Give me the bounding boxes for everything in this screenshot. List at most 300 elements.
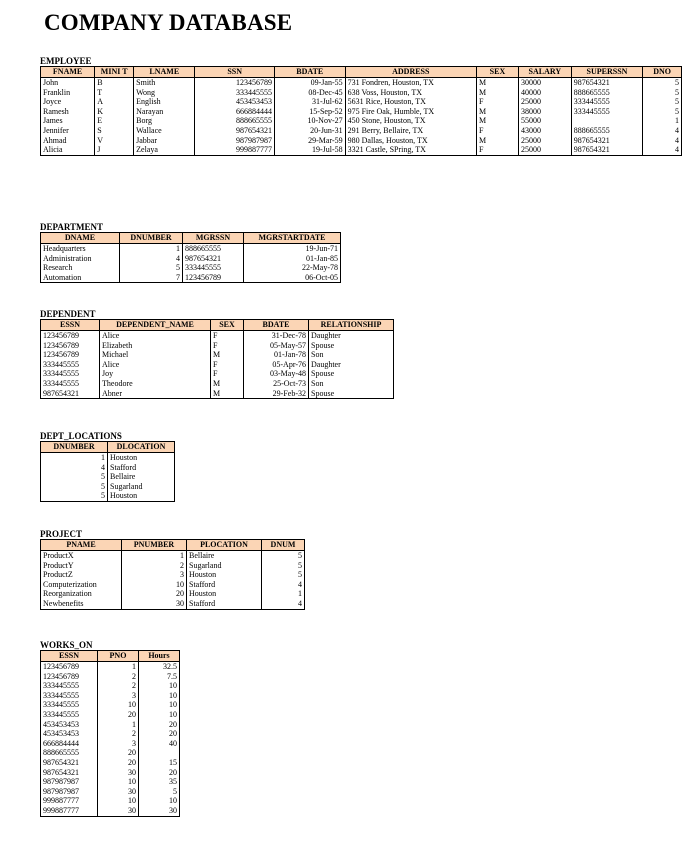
table-cell: 31-Jul-62 [274, 97, 345, 107]
table-cell: Borg [134, 116, 195, 126]
table-cell: 20 [139, 729, 180, 739]
column-header: SSN [195, 67, 275, 78]
table-cell: 333445555 [41, 691, 98, 701]
column-header: MGRSSN [183, 233, 244, 244]
table-row [41, 681, 180, 691]
table-cell: 1 [98, 662, 139, 672]
table-cell: Automation [41, 273, 120, 283]
table-cell: 975 Fire Oak, Humble, TX [345, 107, 476, 117]
table-row [41, 748, 180, 758]
table-row [41, 254, 341, 264]
table-cell: 987654321 [41, 768, 98, 778]
table-cell: 123456789 [41, 350, 100, 360]
table-cell: 31-Dec-78 [244, 331, 309, 341]
table-cell: 4 [643, 126, 682, 136]
table-cell: 22-May-78 [244, 263, 341, 273]
table-cell: 5 [643, 97, 682, 107]
table-row [41, 463, 175, 473]
table-cell: 1 [262, 589, 305, 599]
table-cell: 987654321 [571, 145, 642, 155]
table-cell: 5 [41, 491, 108, 501]
column-header: DEPENDENT_NAME [100, 320, 211, 331]
table-cell: Houston [187, 589, 262, 599]
table-cell: James [41, 116, 95, 126]
table-cell: 20 [98, 710, 139, 720]
column-header: DNUMBER [41, 442, 108, 453]
department-table [40, 232, 341, 283]
table-cell: 5 [41, 482, 108, 492]
table-row [41, 491, 175, 501]
table-cell: 987987987 [195, 136, 275, 146]
table-cell: 43000 [518, 126, 571, 136]
table-cell: 450 Stone, Houston, TX [345, 116, 476, 126]
table-cell: 333445555 [41, 369, 100, 379]
table-row [41, 589, 305, 599]
table-cell: Elizabeth [100, 341, 211, 351]
dept-locations-caption: DEPT_LOCATIONS [40, 431, 122, 441]
column-header: ADDRESS [345, 67, 476, 78]
column-header: PLOCATION [187, 540, 262, 551]
table-cell: S [95, 126, 134, 136]
table-cell: Spouse [309, 341, 394, 351]
column-header: SALARY [518, 67, 571, 78]
table-cell: Daughter [309, 360, 394, 370]
table-cell: 999887777 [41, 796, 98, 806]
table-cell: M [211, 389, 244, 399]
table-cell: 4 [41, 463, 108, 473]
table-cell: 453453453 [41, 720, 98, 730]
table-cell: English [134, 97, 195, 107]
table-cell: 20 [98, 758, 139, 768]
table-cell: 5 [643, 88, 682, 98]
table-cell: 10 [139, 796, 180, 806]
table-cell: 20 [122, 589, 187, 599]
table-cell: 453453453 [195, 97, 275, 107]
table-cell: M [476, 107, 518, 117]
table-cell: Houston [108, 453, 175, 463]
table-cell: T [95, 88, 134, 98]
table-cell: Michael [100, 350, 211, 360]
employee-section [40, 56, 682, 156]
table-cell: 333445555 [41, 360, 100, 370]
table-cell: 30000 [518, 78, 571, 88]
table-cell: 10-Nov-27 [274, 116, 345, 126]
column-header: DNAME [41, 233, 120, 244]
table-cell: 123456789 [41, 331, 100, 341]
dept-locations-section [40, 431, 175, 502]
table-cell: 08-Dec-45 [274, 88, 345, 98]
table-row [41, 777, 180, 787]
table-cell: B [95, 78, 134, 88]
table-row [41, 710, 180, 720]
table-cell: ProductZ [41, 570, 122, 580]
table-row [41, 561, 305, 571]
table-cell: 2 [122, 561, 187, 571]
table-cell: 123456789 [183, 273, 244, 283]
table-cell: M [211, 350, 244, 360]
table-cell: Research [41, 263, 120, 273]
table-cell: 333445555 [571, 97, 642, 107]
table-cell: J [95, 145, 134, 155]
header-row [41, 233, 341, 244]
table-row [41, 369, 394, 379]
column-header: RELATIONSHIP [309, 320, 394, 331]
table-cell: 30 [98, 806, 139, 816]
table-cell: 25-Oct-73 [244, 379, 309, 389]
table-cell: 10 [139, 710, 180, 720]
table-cell: F [476, 126, 518, 136]
table-cell [571, 116, 642, 126]
table-cell: Stafford [187, 599, 262, 609]
table-cell: Franklin [41, 88, 95, 98]
table-cell: 5 [41, 472, 108, 482]
table-cell: ProductY [41, 561, 122, 571]
table-cell: 38000 [518, 107, 571, 117]
table-row [41, 379, 394, 389]
table-row [41, 78, 682, 88]
table-cell: 5 [262, 561, 305, 571]
table-row [41, 341, 394, 351]
table-row [41, 360, 394, 370]
table-cell: 10 [139, 700, 180, 710]
table-row [41, 88, 682, 98]
table-row [41, 599, 305, 609]
table-cell: F [211, 360, 244, 370]
table-cell: 4 [643, 145, 682, 155]
table-row [41, 700, 180, 710]
table-cell: Alice [100, 331, 211, 341]
table-cell: 123456789 [41, 662, 98, 672]
table-cell: 888665555 [571, 88, 642, 98]
table-cell: 987654321 [571, 136, 642, 146]
table-cell: Sugarland [108, 482, 175, 492]
table-cell: 29-Feb-32 [244, 389, 309, 399]
table-row [41, 768, 180, 778]
works-on-caption: WORKS_ON [40, 640, 93, 650]
table-cell: 3 [98, 739, 139, 749]
table-row [41, 570, 305, 580]
column-header: LNAME [134, 67, 195, 78]
table-cell: 291 Berry, Bellaire, TX [345, 126, 476, 136]
header-row [41, 67, 682, 78]
table-cell: 10 [139, 681, 180, 691]
employee-caption: EMPLOYEE [40, 56, 92, 66]
column-header: SEX [211, 320, 244, 331]
table-row [41, 720, 180, 730]
table-cell: 19-Jul-58 [274, 145, 345, 155]
table-cell: 333445555 [195, 88, 275, 98]
table-cell: 5 [262, 551, 305, 561]
table-cell: 01-Jan-85 [244, 254, 341, 264]
table-cell: K [95, 107, 134, 117]
table-cell: 980 Dallas, Houston, TX [345, 136, 476, 146]
table-cell: 1 [643, 116, 682, 126]
dependent-caption: DEPENDENT [40, 309, 96, 319]
table-cell: 987654321 [195, 126, 275, 136]
table-cell: Alice [100, 360, 211, 370]
table-cell: 1 [122, 551, 187, 561]
project-caption: PROJECT [40, 529, 83, 539]
table-cell: 25000 [518, 145, 571, 155]
table-cell: 5 [643, 107, 682, 117]
table-cell: 987987987 [41, 787, 98, 797]
table-row [41, 350, 394, 360]
header-row [41, 320, 394, 331]
table-cell: Sugarland [187, 561, 262, 571]
table-cell: 35 [139, 777, 180, 787]
table-cell: F [476, 97, 518, 107]
table-cell: 731 Fondren, Houston, TX [345, 78, 476, 88]
table-cell: Ahmad [41, 136, 95, 146]
table-cell: 10 [139, 691, 180, 701]
table-cell: 666884444 [195, 107, 275, 117]
table-cell: Daughter [309, 331, 394, 341]
table-cell: V [95, 136, 134, 146]
table-cell: 20-Jun-31 [274, 126, 345, 136]
table-cell: 123456789 [41, 672, 98, 682]
table-row [41, 472, 175, 482]
table-cell: 10 [98, 777, 139, 787]
table-cell: 01-Jan-78 [244, 350, 309, 360]
column-header: PNUMBER [122, 540, 187, 551]
table-cell: 25000 [518, 97, 571, 107]
table-cell: 55000 [518, 116, 571, 126]
works-on-table [40, 650, 180, 817]
table-cell: Joyce [41, 97, 95, 107]
table-cell: Headquarters [41, 244, 120, 254]
table-cell: 20 [139, 768, 180, 778]
table-cell: 123456789 [195, 78, 275, 88]
table-cell: 32.5 [139, 662, 180, 672]
table-cell: Bellaire [108, 472, 175, 482]
table-cell: 5 [262, 570, 305, 580]
table-cell: 40000 [518, 88, 571, 98]
column-header: SEX [476, 67, 518, 78]
table-cell: 4 [262, 599, 305, 609]
table-cell: 5 [643, 78, 682, 88]
table-cell: Narayan [134, 107, 195, 117]
table-cell: 25000 [518, 136, 571, 146]
table-cell: F [211, 369, 244, 379]
table-cell: F [211, 331, 244, 341]
table-cell: 5 [120, 263, 183, 273]
project-table [40, 539, 305, 610]
table-cell: Theodore [100, 379, 211, 389]
table-cell: Wallace [134, 126, 195, 136]
table-row [41, 136, 682, 146]
table-cell: 30 [98, 787, 139, 797]
table-cell: 999887777 [41, 806, 98, 816]
page-title: COMPANY DATABASE [44, 10, 293, 35]
column-header: DLOCATION [108, 442, 175, 453]
table-cell: 10 [98, 700, 139, 710]
table-row [41, 116, 682, 126]
table-cell: 15 [139, 758, 180, 768]
table-cell: 666884444 [41, 739, 98, 749]
table-row [41, 672, 180, 682]
table-row [41, 273, 341, 283]
table-cell: Newbenefits [41, 599, 122, 609]
table-cell: 10 [98, 796, 139, 806]
table-row [41, 739, 180, 749]
table-cell: M [476, 78, 518, 88]
dependent-section [40, 309, 394, 399]
table-cell: Computerization [41, 580, 122, 590]
project-section [40, 529, 305, 610]
table-cell: Ramesh [41, 107, 95, 117]
table-row [41, 691, 180, 701]
table-cell: Reorganization [41, 589, 122, 599]
table-row [41, 107, 682, 117]
table-cell: Houston [187, 570, 262, 580]
dependent-table [40, 319, 394, 399]
table-cell: 05-Apr-76 [244, 360, 309, 370]
table-cell: M [476, 116, 518, 126]
table-cell: A [95, 97, 134, 107]
table-cell: 888665555 [41, 748, 98, 758]
works-on-section [40, 640, 180, 817]
employee-table [40, 66, 682, 156]
table-cell: 333445555 [41, 379, 100, 389]
table-cell: 7.5 [139, 672, 180, 682]
table-cell: 05-May-57 [244, 341, 309, 351]
table-row [41, 796, 180, 806]
table-cell: 03-May-48 [244, 369, 309, 379]
table-cell: 987654321 [41, 389, 100, 399]
table-cell: 999887777 [195, 145, 275, 155]
column-header: DNUM [262, 540, 305, 551]
table-cell: 333445555 [41, 710, 98, 720]
table-row [41, 263, 341, 273]
table-cell: 10 [122, 580, 187, 590]
table-cell: 3321 Castle, SPring, TX [345, 145, 476, 155]
table-cell: 09-Jan-55 [274, 78, 345, 88]
table-row [41, 145, 682, 155]
table-row [41, 331, 394, 341]
table-cell: 2 [98, 672, 139, 682]
table-row [41, 453, 175, 463]
table-cell: Joy [100, 369, 211, 379]
column-header: MINI T [95, 67, 134, 78]
table-row [41, 244, 341, 254]
table-cell: Houston [108, 491, 175, 501]
header-row [41, 540, 305, 551]
table-cell: 3 [122, 570, 187, 580]
table-cell: F [476, 145, 518, 155]
table-cell: Wong [134, 88, 195, 98]
table-cell: 987987987 [41, 777, 98, 787]
table-cell: 4 [262, 580, 305, 590]
table-row [41, 482, 175, 492]
table-cell: 1 [41, 453, 108, 463]
table-row [41, 580, 305, 590]
dept-locations-table [40, 441, 175, 502]
column-header: BDATE [244, 320, 309, 331]
column-header: ESSN [41, 320, 100, 331]
column-header: BDATE [274, 67, 345, 78]
table-cell: 4 [643, 136, 682, 146]
table-cell: M [211, 379, 244, 389]
table-cell: Jennifer [41, 126, 95, 136]
table-row [41, 758, 180, 768]
table-cell: 987654321 [41, 758, 98, 768]
table-cell: 3 [98, 691, 139, 701]
table-cell: 5 [139, 787, 180, 797]
table-cell: E [95, 116, 134, 126]
table-cell: 888665555 [195, 116, 275, 126]
table-cell: 5631 Rice, Houston, TX [345, 97, 476, 107]
table-cell: F [211, 341, 244, 351]
table-cell: 30 [122, 599, 187, 609]
column-header: PNO [98, 651, 139, 662]
table-row [41, 97, 682, 107]
table-cell: 333445555 [41, 700, 98, 710]
table-cell: 2 [98, 729, 139, 739]
table-cell: 4 [120, 254, 183, 264]
table-cell: Smith [134, 78, 195, 88]
table-cell: M [476, 88, 518, 98]
table-cell: Abner [100, 389, 211, 399]
table-row [41, 126, 682, 136]
table-cell: Bellaire [187, 551, 262, 561]
table-row [41, 729, 180, 739]
department-caption: DEPARTMENT [40, 222, 104, 232]
table-cell: 987654321 [571, 78, 642, 88]
table-cell: 453453453 [41, 729, 98, 739]
table-cell: 123456789 [41, 341, 100, 351]
table-cell: Stafford [187, 580, 262, 590]
table-row [41, 662, 180, 672]
table-row [41, 389, 394, 399]
table-cell: Spouse [309, 389, 394, 399]
column-header: DNUMBER [120, 233, 183, 244]
column-header: PNAME [41, 540, 122, 551]
table-row [41, 551, 305, 561]
table-cell: 333445555 [41, 681, 98, 691]
table-row [41, 806, 180, 816]
column-header: DNO [643, 67, 682, 78]
table-cell: John [41, 78, 95, 88]
table-cell: Administration [41, 254, 120, 264]
table-cell: 30 [139, 806, 180, 816]
column-header: SUPERSSN [571, 67, 642, 78]
table-cell: 20 [98, 748, 139, 758]
table-cell: Zelaya [134, 145, 195, 155]
table-cell [139, 748, 180, 758]
table-cell: ProductX [41, 551, 122, 561]
table-cell: 06-Oct-05 [244, 273, 341, 283]
table-cell: 638 Voss, Houston, TX [345, 88, 476, 98]
table-cell: 40 [139, 739, 180, 749]
header-row [41, 651, 180, 662]
table-cell: 987654321 [183, 254, 244, 264]
column-header: MGRSTARTDATE [244, 233, 341, 244]
table-cell: 888665555 [183, 244, 244, 254]
table-cell: 7 [120, 273, 183, 283]
table-cell: M [476, 136, 518, 146]
column-header: ESSN [41, 651, 98, 662]
header-row [41, 442, 175, 453]
department-section [40, 222, 341, 283]
table-cell: Spouse [309, 369, 394, 379]
table-cell: 20 [139, 720, 180, 730]
table-cell: 29-Mar-59 [274, 136, 345, 146]
column-header: FNAME [41, 67, 95, 78]
table-cell: 1 [120, 244, 183, 254]
table-cell: Jabbar [134, 136, 195, 146]
table-cell: 15-Sep-52 [274, 107, 345, 117]
table-cell: Alicia [41, 145, 95, 155]
